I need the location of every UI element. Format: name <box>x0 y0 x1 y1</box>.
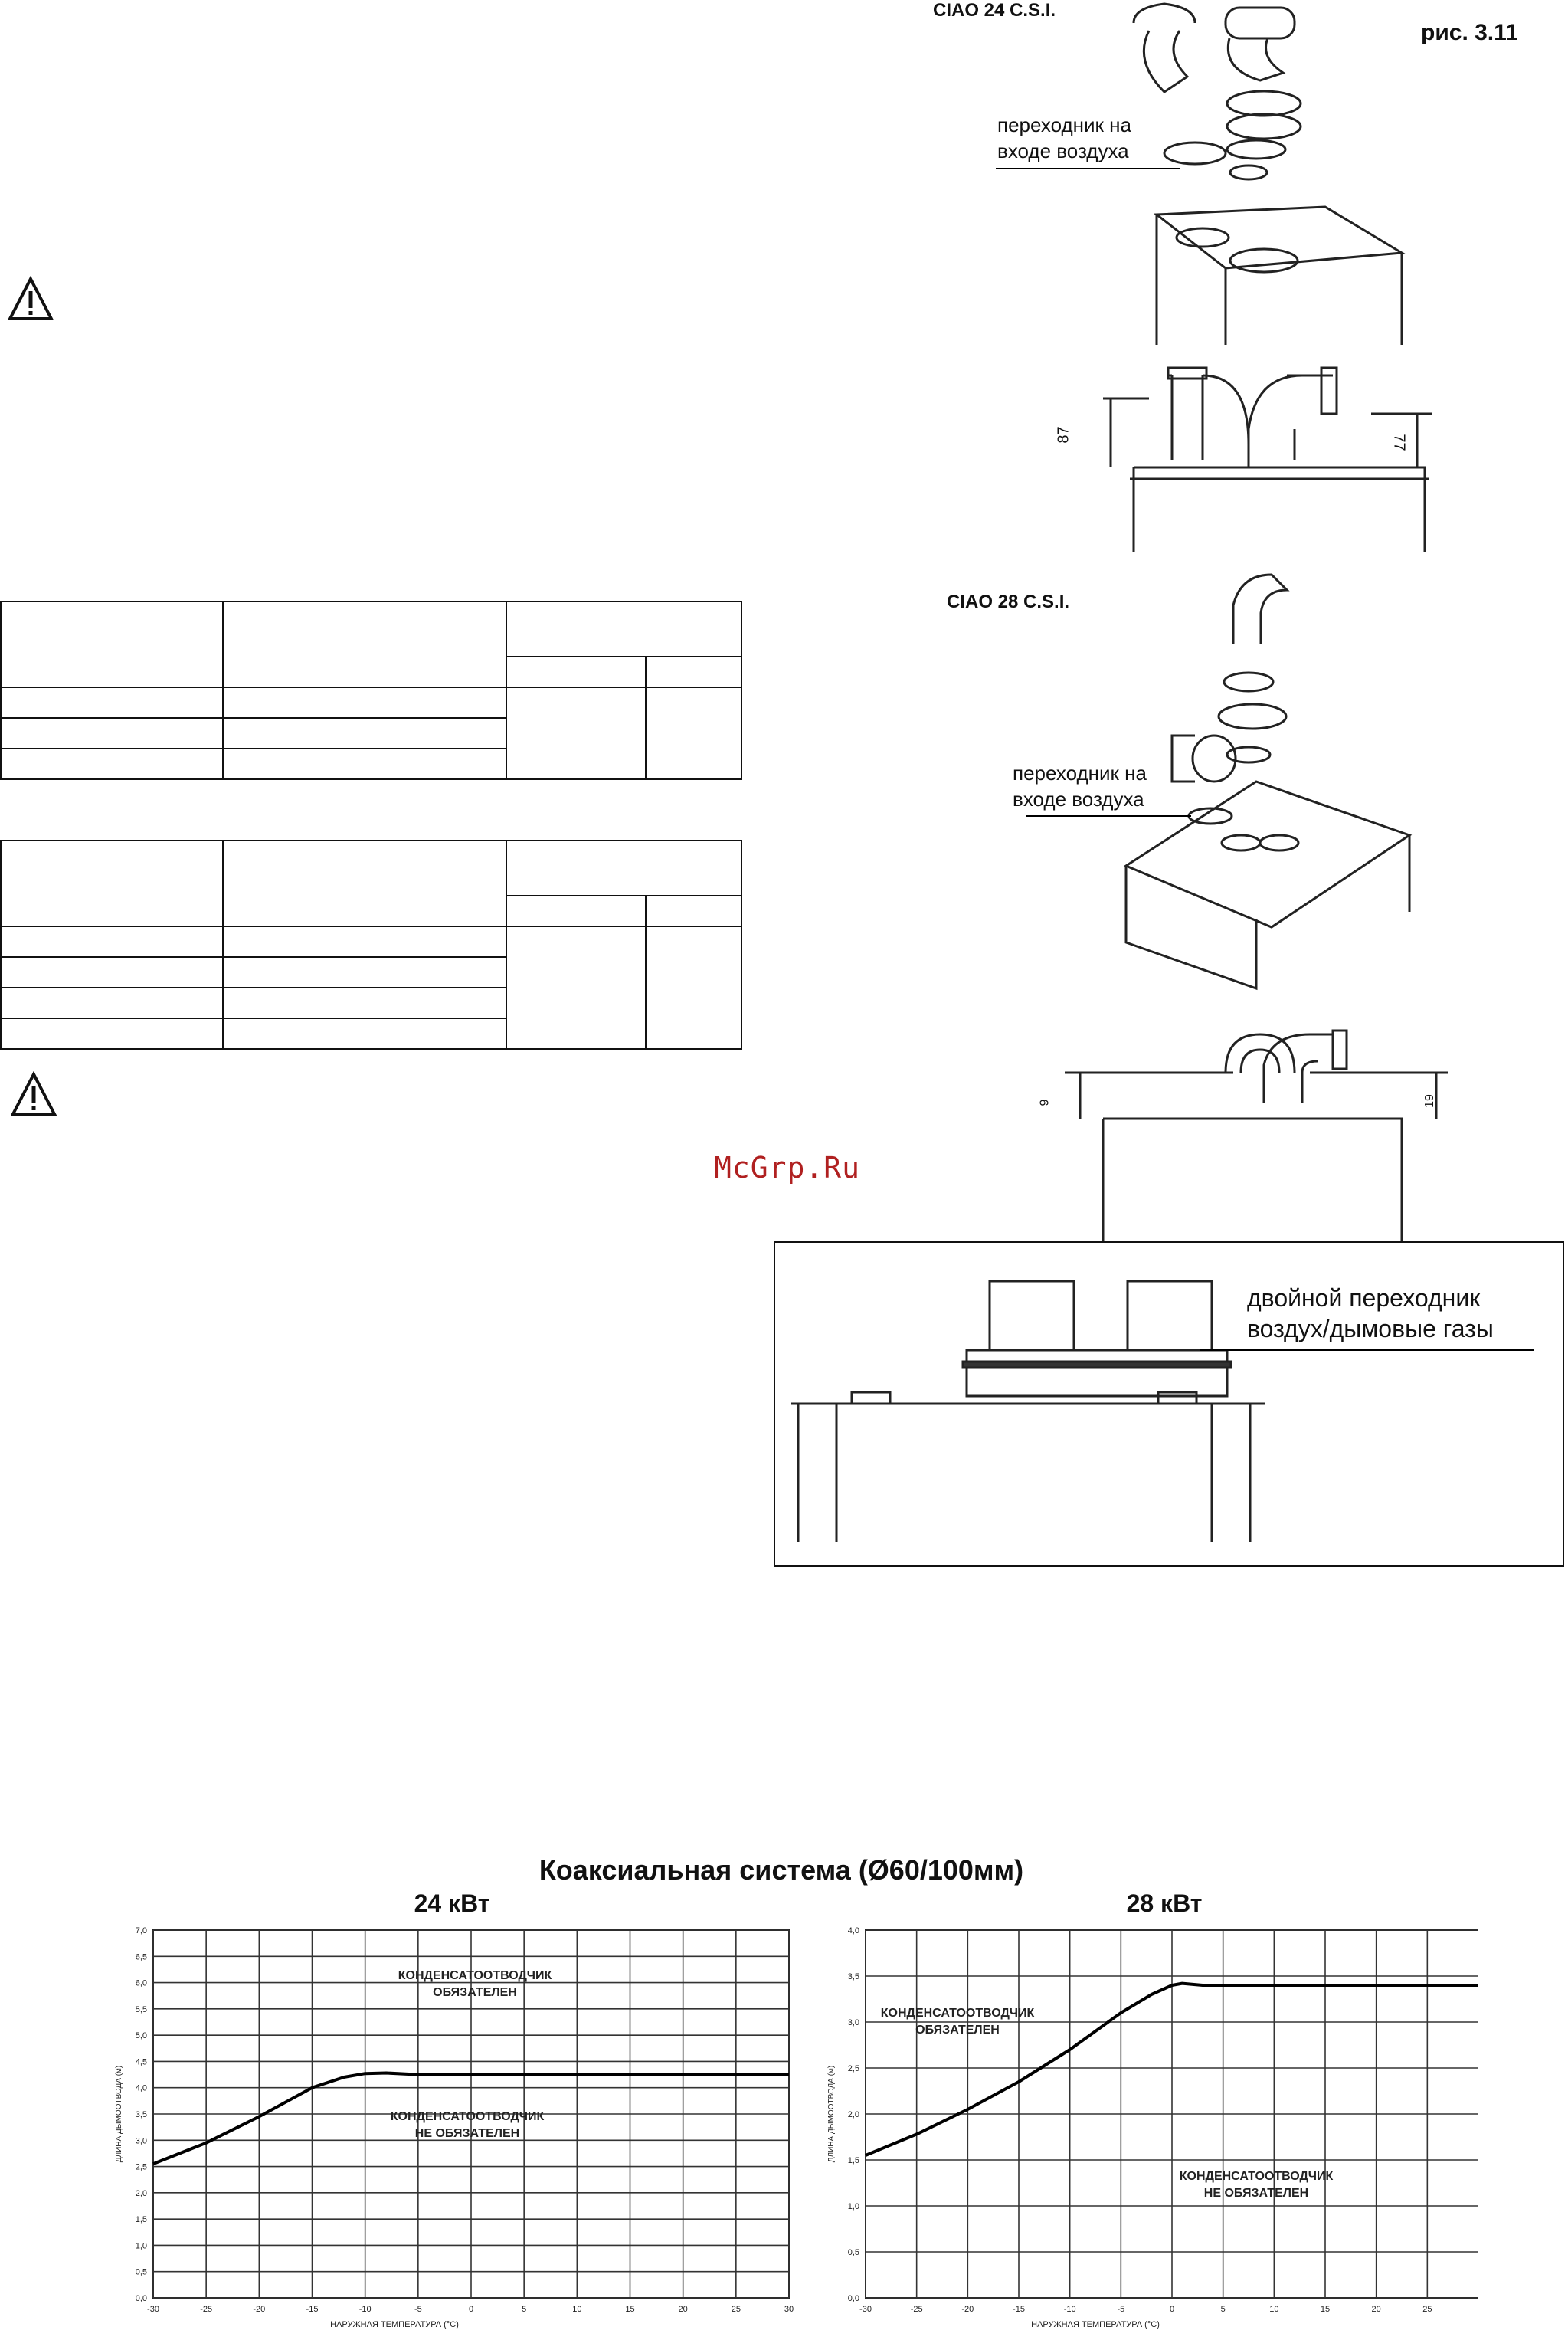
x-tick-label: 5 <box>1220 2305 1226 2314</box>
double-adapter-label-l2: воздух/дымовые газы <box>1247 1315 1494 1342</box>
y-tick-label: 5,0 <box>135 2031 147 2041</box>
annotation-required-2: ОБЯЗАТЕЛЕН <box>915 2024 1000 2037</box>
chart-24-title: 24 кВт <box>414 1889 490 1917</box>
y-tick-label: 4,0 <box>847 1926 859 1935</box>
x-tick-label: 0 <box>1169 2305 1175 2314</box>
x-tick-label: 15 <box>1320 2305 1331 2314</box>
y-tick-label: 0,5 <box>135 2267 147 2277</box>
x-tick-label: -10 <box>358 2305 372 2314</box>
x-tick-label: -25 <box>910 2305 923 2314</box>
chart-24kw <box>92 1919 808 2337</box>
y-axis-label: ДЛИНА ДЫМООТВОДА (м) <box>827 2065 836 2163</box>
y-tick-label: 5,5 <box>135 2004 147 2014</box>
figure-label: рис. 3.11 <box>1421 20 1518 45</box>
annotation-optional-1: КОНДЕНСАТООТВОДЧИК <box>390 2110 545 2123</box>
y-tick-label: 0,0 <box>135 2294 147 2303</box>
x-tick-label: 20 <box>1371 2305 1381 2314</box>
x-tick-label: -20 <box>961 2305 974 2314</box>
x-tick-label: -15 <box>1013 2305 1025 2314</box>
annotation-required-1: КОНДЕНСАТООТВОДЧИК <box>880 2007 1035 2020</box>
y-tick-label: 2,5 <box>847 2064 859 2073</box>
x-tick-label: -5 <box>414 2305 422 2314</box>
annotation-optional-2: НЕ ОБЯЗАТЕЛЕН <box>1203 2187 1309 2200</box>
air-adapter-label-28-l1: переходник на <box>1013 762 1147 785</box>
y-tick-label: 3,5 <box>847 1972 859 1981</box>
spec-table-1 <box>0 601 742 780</box>
charts-header: Коаксиальная система (Ø60/100мм) <box>538 1854 1024 1886</box>
y-tick-label: 0,5 <box>847 2248 859 2257</box>
x-tick-label: -25 <box>200 2305 213 2314</box>
watermark: McGrp.Ru <box>714 1151 861 1185</box>
x-tick-label: -30 <box>147 2305 159 2314</box>
y-tick-label: 3,0 <box>135 2136 147 2146</box>
annotation-required-1: КОНДЕНСАТООТВОДЧИК <box>398 1969 552 1982</box>
x-axis-label: НАРУЖНАЯ ТЕМПЕРАТУРА (°C) <box>1031 2320 1160 2329</box>
y-tick-label: 4,5 <box>135 2057 147 2067</box>
x-tick-label: 15 <box>625 2305 635 2314</box>
x-axis-label: НАРУЖНАЯ ТЕМПЕРАТУРА (°C) <box>330 2320 459 2329</box>
y-tick-label: 6,0 <box>135 1978 147 1988</box>
model-24-label: CIAO 24 C.S.I. <box>933 0 1056 21</box>
y-tick-label: 0,0 <box>847 2294 859 2303</box>
y-tick-label: 1,0 <box>847 2202 859 2211</box>
y-tick-label: 6,5 <box>135 1952 147 1962</box>
model-28-label: CIAO 28 C.S.I. <box>947 592 1070 612</box>
y-tick-label: 2,0 <box>135 2188 147 2198</box>
warning-triangle-icon <box>8 276 54 322</box>
x-tick-label: 10 <box>572 2305 582 2314</box>
x-tick-label: -30 <box>859 2305 872 2314</box>
dim-87: 87 <box>1055 426 1072 444</box>
warning-triangle-icon <box>11 1071 57 1117</box>
x-tick-label: 20 <box>678 2305 688 2314</box>
air-adapter-label-24-l1: переходник на <box>997 113 1131 136</box>
double-adapter-label-l1: двойной переходник <box>1247 1284 1481 1312</box>
annotation-optional-2: НЕ ОБЯЗАТЕЛЕН <box>414 2127 520 2140</box>
annotation-optional-1: КОНДЕНСАТООТВОДЧИК <box>1179 2170 1334 2183</box>
y-tick-label: 2,0 <box>847 2110 859 2119</box>
chart-28kw <box>812 1919 1478 2337</box>
x-tick-label: -5 <box>1117 2305 1125 2314</box>
x-tick-label: 10 <box>1269 2305 1279 2314</box>
dim-19: 19 <box>1422 1094 1436 1108</box>
y-tick-label: 1,5 <box>135 2215 147 2225</box>
x-tick-label: -10 <box>1063 2305 1076 2314</box>
x-tick-label: 30 <box>784 2305 794 2314</box>
y-tick-label: 7,0 <box>135 1926 147 1935</box>
y-tick-label: 1,0 <box>135 2241 147 2251</box>
y-tick-label: 1,5 <box>847 2156 859 2165</box>
annotation-required-2: ОБЯЗАТЕЛЕН <box>433 1986 517 1999</box>
x-tick-label: -20 <box>253 2305 266 2314</box>
x-tick-label: 25 <box>1422 2305 1432 2314</box>
dim-77: 77 <box>1390 434 1408 451</box>
x-tick-label: 25 <box>731 2305 741 2314</box>
air-adapter-label-24-l2: входе воздуха <box>997 139 1129 162</box>
y-tick-label: 3,5 <box>135 2110 147 2119</box>
y-tick-label: 2,5 <box>135 2162 147 2172</box>
dim-9: 9 <box>1038 1099 1052 1106</box>
y-tick-label: 4,0 <box>135 2083 147 2093</box>
x-tick-label: 0 <box>468 2305 474 2314</box>
x-tick-label: -15 <box>306 2305 319 2314</box>
y-axis-label: ДЛИНА ДЫМООТВОДА (м) <box>115 2065 123 2163</box>
y-tick-label: 3,0 <box>847 2018 859 2027</box>
air-adapter-label-28-l2: входе воздуха <box>1013 788 1144 811</box>
x-tick-label: 5 <box>522 2305 527 2314</box>
chart-28-title: 28 кВт <box>1126 1889 1203 1917</box>
spec-table-2 <box>0 840 742 1050</box>
